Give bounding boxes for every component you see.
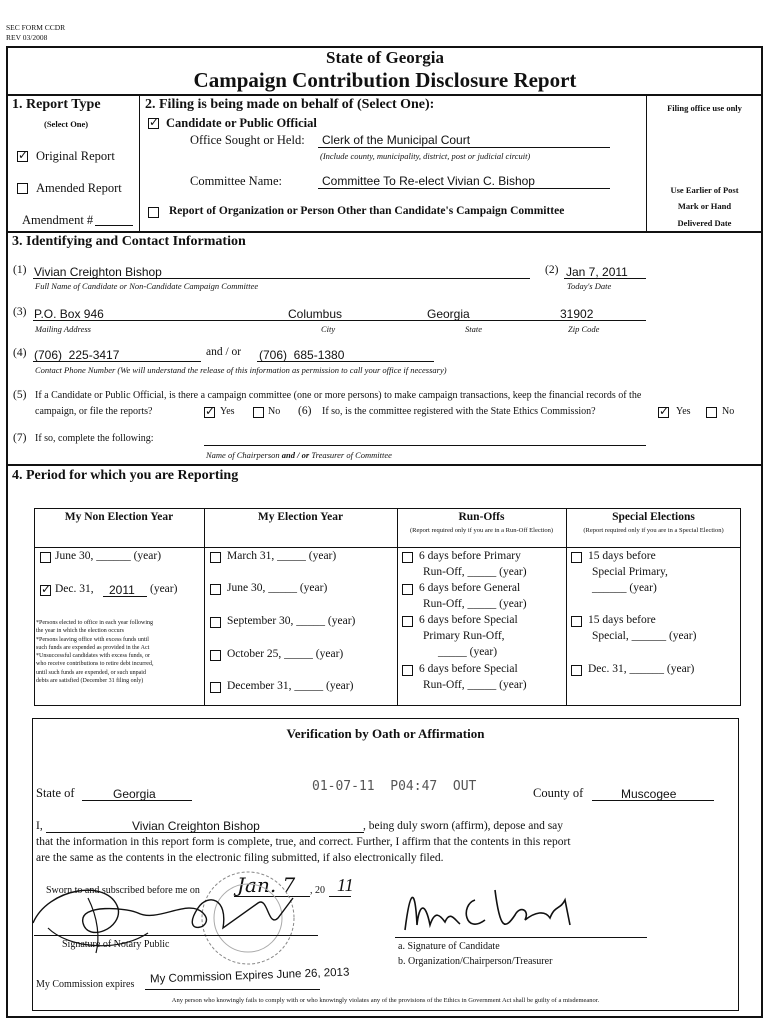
state-heading: State of Georgia	[325, 48, 445, 67]
affirm-text-2: that the information in this report form is complete, true, and correct. Further, I affirm that the contents in this report	[36, 836, 571, 848]
commission-underline	[145, 989, 320, 990]
office-use-title: Filing office use only	[667, 103, 742, 113]
item2-number: (2)	[545, 264, 559, 276]
candidate-label: Candidate or Public Official	[166, 116, 317, 130]
commission-expires-label: My Commission expires	[36, 979, 135, 990]
march31-checkbox[interactable]	[210, 552, 221, 563]
date-underline	[564, 278, 646, 279]
sept30-label: September 30, _____ (year)	[227, 615, 356, 627]
today-date-value[interactable]: Jan 7, 2011	[566, 265, 628, 279]
original-report-checkbox[interactable]	[17, 151, 28, 162]
special-dec31-label: Dec. 31, ______ (year)	[588, 663, 695, 675]
verification-title: Verification by Oath or Affirmation	[286, 726, 485, 741]
section1-title: 1. Report Type	[12, 97, 101, 112]
office-value[interactable]: Clerk of the Municipal Court	[322, 133, 471, 147]
footer-warning: Any person who knowingly fails to comply with or who knowingly violates any of the provisions of the Ethics in Government Act shall be guilty of a misdemeanor.	[171, 997, 600, 1004]
state-label: State	[465, 324, 482, 334]
q5-yes-label: Yes	[220, 406, 235, 417]
dec31-year-label: (year)	[150, 583, 178, 595]
name-label: Full Name of Candidate or Non-Candidate Campaign Committee	[35, 281, 259, 291]
name-underline	[33, 278, 530, 279]
notary-signature-line	[34, 935, 318, 936]
question5-line2: campaign, or file the reports?	[35, 406, 153, 417]
election-june30-checkbox[interactable]	[210, 584, 221, 595]
affirm-name-underline	[46, 832, 364, 833]
city-value[interactable]: Columbus	[288, 307, 343, 321]
date-label: Today's Date	[567, 281, 612, 291]
q6-yes-label: Yes	[676, 406, 691, 417]
office-underline	[318, 147, 610, 148]
amended-report-label: Amended Report	[36, 181, 122, 195]
amendment-number-label: Amendment #	[22, 213, 94, 227]
commission-expires-stamp: My Commission Expires June 26, 2013	[149, 966, 350, 986]
col-runoffs-header: Run-Offs	[458, 511, 505, 523]
notes: *Persons elected to office in each year following the year in which the election occurs *Persons leaving office with excess funds until such funds are expended as provided in the Act *Unsuccessful candidates with excess funds, or who receive contributions to retire debt incurred, until such funds are expended, or such unpaid debts are satisfied (December 31 filing only)	[36, 620, 154, 685]
sworn-year-underline	[329, 896, 351, 897]
q6-no-label: No	[722, 406, 735, 417]
zip-label: Zip Code	[568, 324, 600, 334]
organization-checkbox[interactable]	[148, 207, 159, 218]
oct25-label: October 25, _____ (year)	[227, 648, 344, 660]
candidate-name-value[interactable]: Vivian Creighton Bishop	[34, 265, 162, 279]
item4-number: (4)	[13, 347, 27, 359]
sworn-date-handwriting: Jan. 7	[237, 873, 296, 897]
runoff-primary-year: Run-Off, _____ (year)	[423, 566, 527, 578]
item3-number: (3)	[13, 306, 27, 318]
affirm-i-label: I,	[36, 820, 43, 832]
chairperson-label: Name of Chairperson and / or Treasurer of Committee	[206, 450, 392, 460]
special-primary-label: 15 days before	[588, 550, 656, 562]
committee-underline	[318, 188, 610, 189]
phone1-value[interactable]: (706) 225-3417	[34, 348, 120, 362]
amended-report-checkbox[interactable]	[17, 183, 28, 194]
question7-text: If so, complete the following:	[35, 433, 154, 444]
runoff-general-label: 6 days before General	[419, 582, 521, 594]
runoff-general-checkbox[interactable]	[402, 584, 413, 595]
item5-number: (5)	[13, 389, 27, 401]
runoff-general-year: Run-Off, _____ (year)	[423, 598, 527, 610]
q6-no-checkbox[interactable]	[706, 407, 717, 418]
office-use-line2: Mark or Hand	[677, 201, 732, 211]
q6-yes-checkbox[interactable]	[658, 407, 669, 418]
verify-county-value[interactable]: Muscogee	[621, 787, 677, 801]
dec31-underline	[103, 596, 147, 597]
col-special-header: Special Elections	[612, 511, 695, 523]
col-divider	[204, 508, 205, 706]
verify-state-value[interactable]: Georgia	[113, 787, 156, 801]
special-election-label: 15 days before	[588, 614, 656, 626]
organization-signature-label: b. Organization/Chairperson/Treasurer	[398, 956, 553, 967]
form-code: SEC FORM CCDR	[6, 23, 66, 32]
divider	[139, 94, 140, 231]
special-primary-sub: Special Primary,	[592, 566, 668, 578]
dec31-election-checkbox[interactable]	[210, 682, 221, 693]
divider	[6, 464, 763, 466]
runoff-special-primary-sub: Primary Run-Off,	[423, 630, 505, 642]
dec31-year-value[interactable]: 2011	[109, 583, 135, 597]
item6-number: (6)	[298, 405, 312, 417]
question5-line1: If a Candidate or Public Official, is there a campaign committee (one or more persons) to make campaign transactions, keep the financial records of the	[35, 390, 642, 401]
special-dec31-checkbox[interactable]	[571, 665, 582, 676]
phone1-underline	[33, 361, 201, 362]
affirm-text-1: , being duly sworn (affirm), depose and say	[363, 820, 564, 832]
affirm-text-3: are the same as the contents in the electronic filing submitted, if also electronically filed.	[36, 852, 444, 864]
phone2-value[interactable]: (706) 685-1380	[259, 348, 345, 362]
oct25-checkbox[interactable]	[210, 650, 221, 661]
organization-label: Report of Organization or Person Other than Candidate's Campaign Committee	[169, 205, 565, 217]
county-underline	[592, 800, 714, 801]
col-special-sub: (Report required only if you are in a Special Election)	[583, 527, 724, 534]
original-report-label: Original Report	[36, 149, 115, 163]
address-value[interactable]: P.O. Box 946	[34, 307, 104, 321]
state-value[interactable]: Georgia	[427, 307, 470, 321]
chairperson-field[interactable]	[204, 445, 646, 446]
verify-state-label: State of	[36, 786, 75, 800]
runoff-primary-checkbox[interactable]	[402, 552, 413, 563]
phone-label: Contact Phone Number (We will understand the release of this information as permission to call your office if necessary)	[35, 365, 447, 375]
phone2-underline	[257, 361, 434, 362]
march31-label: March 31, _____ (year)	[227, 550, 337, 562]
runoff-special-primary-label: 6 days before Special	[419, 614, 518, 626]
col-divider	[566, 508, 567, 706]
sept30-checkbox[interactable]	[210, 617, 221, 628]
sworn-year-value[interactable]: 11	[337, 875, 354, 895]
office-use-line1: Use Earlier of Post	[670, 185, 739, 195]
question6-text: If so, is the committee registered with the State Ethics Commission?	[322, 406, 596, 417]
runoff-special-primary-year: _____ (year)	[438, 646, 498, 658]
dec31-label: Dec. 31,	[55, 583, 94, 595]
candidate-signature-drawing	[395, 880, 595, 940]
runoff-primary-label: 6 days before Primary	[419, 550, 521, 562]
divider	[6, 94, 763, 96]
special-primary-year: ______ (year)	[592, 582, 657, 594]
notary-signature-label: Signature of Notary Public	[62, 939, 170, 950]
section1-select-one: (Select One)	[44, 119, 89, 129]
notary-seal-icon	[202, 872, 294, 964]
page-title: Campaign Contribution Disclosure Report	[193, 68, 577, 92]
office-hint: (Include county, municipality, district, post or judicial circuit)	[320, 151, 531, 161]
candidate-signature-label: a. Signature of Candidate	[398, 941, 500, 952]
address-label: Mailing Address	[35, 324, 91, 334]
committee-label: Committee Name:	[190, 174, 282, 188]
col-non-election-header: My Non Election Year	[64, 511, 174, 523]
and-or-label: and / or	[206, 346, 242, 358]
office-use-line3: Delivered Date	[677, 218, 732, 228]
june30-label: June 30, ______ (year)	[55, 550, 162, 562]
col-runoffs-sub: (Report required only if you are in a Run-Off Election)	[409, 527, 554, 534]
section3-title: 3. Identifying and Contact Information	[12, 234, 246, 249]
item1-number: (1)	[13, 264, 27, 276]
committee-value[interactable]: Committee To Re-elect Vivian C. Bishop	[322, 174, 535, 188]
june30-checkbox[interactable]	[40, 552, 51, 563]
sworn-label: Sworn to and subscribed before me on	[46, 885, 200, 896]
affirm-name-value[interactable]: Vivian Creighton Bishop	[132, 819, 260, 833]
runoff-special-label: 6 days before Special	[419, 663, 518, 675]
special-primary-checkbox[interactable]	[571, 552, 582, 563]
runoff-special-checkbox[interactable]	[402, 665, 413, 676]
amendment-number-field[interactable]	[95, 225, 133, 226]
special-election-year: Special, ______ (year)	[592, 630, 697, 642]
q5-yes-checkbox[interactable]	[204, 407, 215, 418]
candidate-checkbox[interactable]	[148, 118, 159, 129]
q5-no-checkbox[interactable]	[253, 407, 264, 418]
runoff-special-year: Run-Off, _____ (year)	[423, 679, 527, 691]
runoff-special-primary-checkbox[interactable]	[402, 616, 413, 627]
item7-number: (7)	[13, 432, 27, 444]
city-label: City	[321, 324, 336, 334]
candidate-signature-line	[395, 937, 647, 938]
dec31-election-label: December 31, _____ (year)	[227, 680, 354, 692]
sworn-year-prefix: , 20	[310, 885, 325, 896]
table-header-line	[34, 547, 741, 548]
verify-county-label: County of	[533, 786, 584, 800]
election-june30-label: June 30, _____ (year)	[227, 582, 328, 594]
col-election-header: My Election Year	[257, 511, 344, 523]
section4-title: 4. Period for which you are Reporting	[12, 468, 239, 483]
col-divider	[397, 508, 398, 706]
address-underline	[33, 320, 646, 321]
state-underline	[82, 800, 192, 801]
section2-title: 2. Filing is being made on behalf of (Select One):	[145, 97, 435, 112]
q5-no-label: No	[268, 406, 281, 417]
dec31-checkbox[interactable]	[40, 585, 51, 596]
zip-value[interactable]: 31902	[560, 307, 594, 321]
divider	[6, 231, 763, 233]
special-election-checkbox[interactable]	[571, 616, 582, 627]
office-label: Office Sought or Held:	[190, 133, 305, 147]
form-revision: REV 03/2008	[6, 33, 48, 42]
received-stamp: 01-07-11 P04:47 OUT	[312, 779, 477, 794]
